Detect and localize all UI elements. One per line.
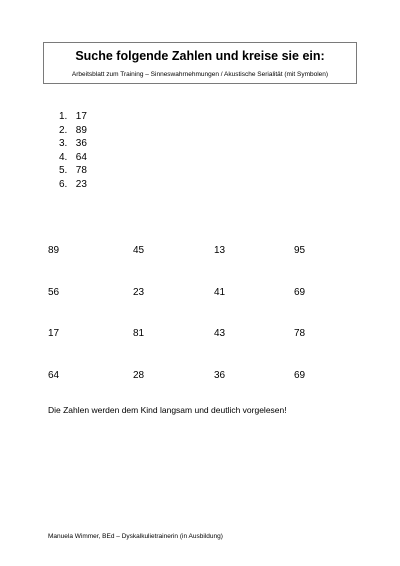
grid-number[interactable]: 45 (133, 245, 145, 256)
instruction-text: Die Zahlen werden dem Kind langsam und deutlich vorgelesen! (48, 405, 287, 415)
grid-number[interactable]: 56 (48, 287, 60, 298)
grid-number[interactable]: 95 (294, 245, 306, 256)
grid-number[interactable]: 89 (48, 245, 60, 256)
target-index: 6. (59, 178, 68, 190)
footer-author: Manuela Wimmer, BEd – Dyskalkulietrainerin (in Ausbildung) (48, 533, 223, 540)
grid-number[interactable]: 78 (294, 328, 306, 339)
target-value: 17 (75, 111, 87, 122)
target-value: 89 (75, 124, 87, 136)
worksheet-subtitle: Arbeitsblatt zum Training – Sinneswahrnehmungen / Akustische Serialität (mit Symbolen) (71, 71, 329, 78)
target-value: 78 (75, 165, 87, 177)
grid-number[interactable]: 64 (48, 370, 60, 381)
grid-number[interactable]: 36 (214, 370, 226, 381)
target-index: 3. (59, 138, 68, 150)
grid-number[interactable]: 69 (294, 287, 306, 298)
target-index: 1. (59, 111, 68, 122)
grid-number[interactable]: 43 (214, 328, 226, 339)
grid-number[interactable]: 81 (133, 328, 145, 339)
grid-number[interactable]: 41 (214, 287, 226, 298)
grid-number[interactable]: 13 (214, 245, 226, 256)
target-value: 64 (75, 151, 87, 163)
target-index: 4. (59, 151, 68, 163)
grid-number[interactable]: 17 (48, 328, 60, 339)
grid-number[interactable]: 69 (294, 370, 306, 381)
target-index: 2. (59, 124, 68, 136)
target-index: 5. (59, 165, 68, 177)
grid-number[interactable]: 23 (133, 287, 145, 298)
target-value: 36 (75, 138, 87, 150)
target-value: 23 (75, 178, 87, 190)
grid-number[interactable]: 28 (133, 370, 145, 381)
worksheet-title: Suche folgende Zahlen und kreise sie ein: (75, 49, 325, 63)
